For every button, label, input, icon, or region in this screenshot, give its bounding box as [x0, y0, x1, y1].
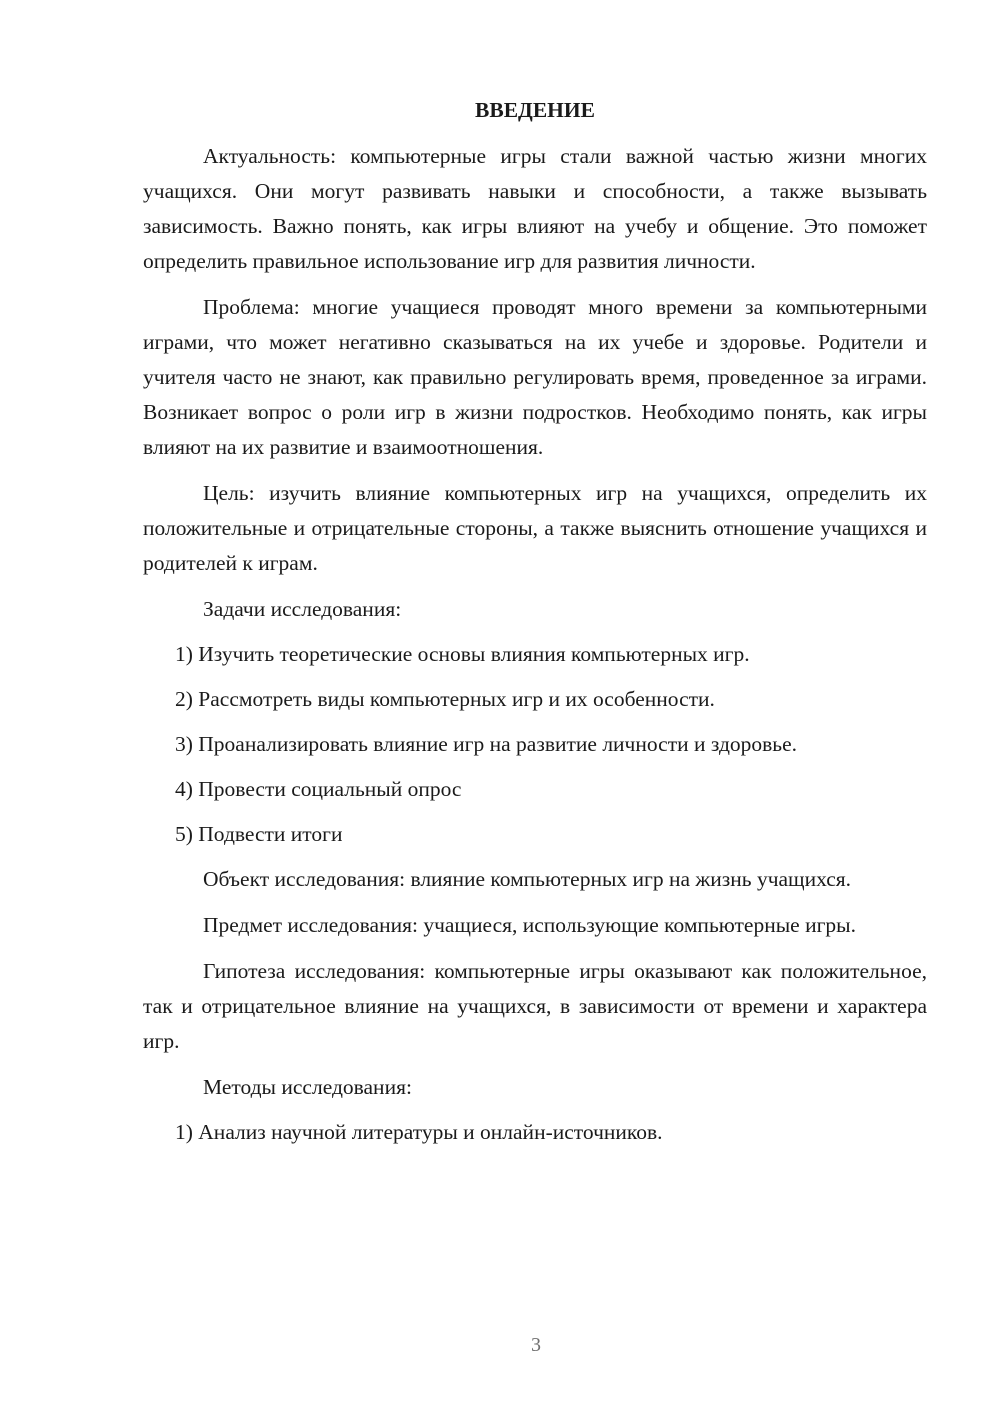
goal-paragraph: Цель: изучить влияние компьютерных игр на учащихся, определить их положительные и отрицательные стороны, а также выяснить отношение учащихся и родителей к играм.: [143, 481, 927, 575]
tasks-list: [143, 637, 927, 852]
task-item: 1) Изучить теоретические основы влияния компьютерных игр.: [175, 642, 750, 666]
task-item: 2) Рассмотреть виды компьютерных игр и их особенности.: [175, 687, 715, 711]
task-item: 3) Проанализировать влияние игр на развитие личности и здоровье.: [175, 732, 798, 756]
page-number: 3: [531, 1334, 541, 1356]
problem-paragraph: Проблема: многие учащиеся проводят много времени за компьютерными играми, что может негативно сказываться на их учебе и здоровье. Родители и учителя часто не знают, как правильно регулировать время, проведенное за играми. Возникает вопрос о роли игр в жизни подростков. Необходимо понять, как игры влияют на их развитие и взаимоотношения.: [143, 295, 927, 459]
tasks-heading: Задачи исследования:: [203, 597, 402, 621]
methods-list: [143, 1115, 927, 1150]
task-item: 5) Подвести итоги: [175, 822, 343, 846]
page-content: [143, 95, 927, 1160]
section-title: ВВЕДЕНИЕ: [475, 98, 595, 122]
task-item: 4) Провести социальный опрос: [175, 777, 462, 801]
method-item: 1) Анализ научной литературы и онлайн-источников.: [175, 1120, 663, 1144]
object-paragraph: Объект исследования: влияние компьютерных игр на жизнь учащихся.: [203, 867, 852, 891]
methods-heading: Методы исследования:: [203, 1075, 412, 1099]
subject-paragraph: Предмет исследования: учащиеся, использующие компьютерные игры.: [203, 913, 856, 937]
relevance-paragraph: Актуальность: компьютерные игры стали важной частью жизни многих учащихся. Они могут развивать навыки и способности, а также вызывать зависимость. Важно понять, как игры влияют на учебу и общение. Это поможет определить правильное использование игр для развития личности.: [143, 144, 927, 273]
hypothesis-paragraph: Гипотеза исследования: компьютерные игры оказывают как положительное, так и отрицательное влияние на учащихся, в зависимости от времени и характера игр.: [143, 959, 927, 1053]
